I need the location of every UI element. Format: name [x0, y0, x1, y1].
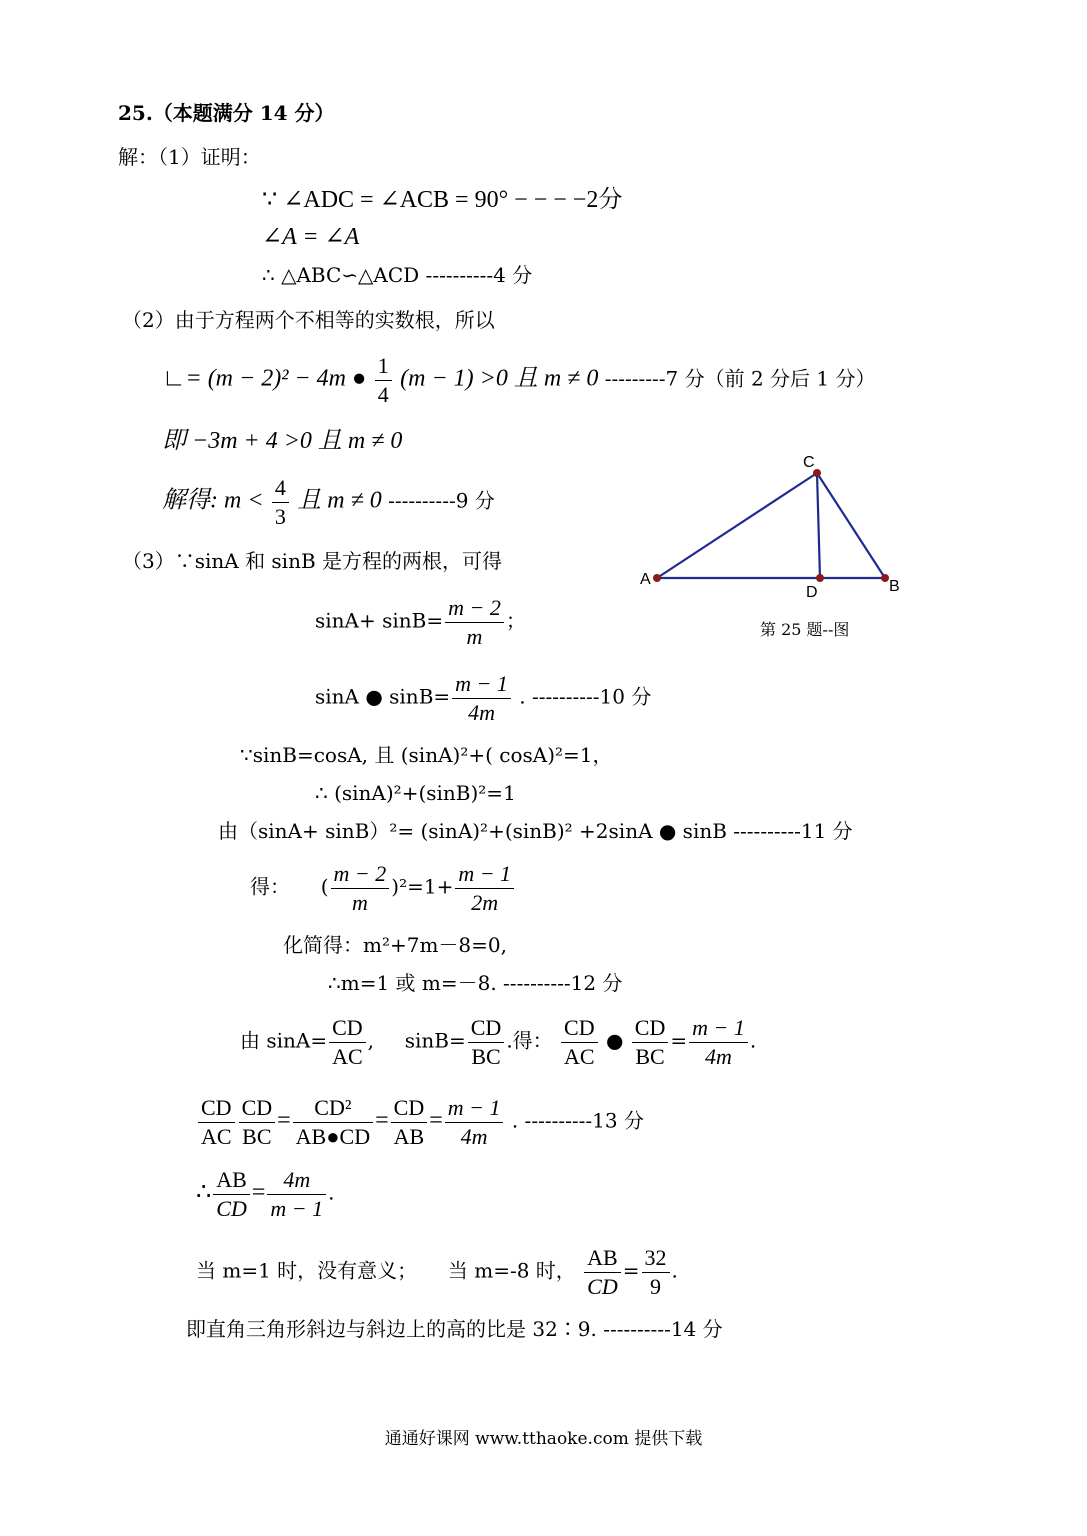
chain-frac-2: [239, 1094, 276, 1150]
label-a: A: [640, 571, 651, 588]
simp-line: 化简得：m²+7m－8=0,: [283, 933, 507, 957]
by-dot: ●: [605, 1028, 624, 1053]
chain-eq-3: =: [429, 1107, 443, 1134]
get-open: (: [320, 874, 329, 899]
prod-score: . ----------10 分: [519, 684, 652, 709]
part2-intro: （2）由于方程两个不相等的实数根，所以: [122, 308, 495, 332]
by-den: 4m: [705, 1043, 732, 1069]
cases-line: [196, 1244, 678, 1300]
ratio-den: m − 1: [270, 1195, 324, 1221]
label-d: D: [806, 584, 818, 601]
chain-frac-4: [391, 1094, 428, 1150]
part1-line3: ∴ △ABC∽△ACD ----------4 分: [262, 263, 533, 287]
solve-right: 且 m ≠ 0: [297, 487, 382, 514]
by-frac-5: [689, 1014, 748, 1070]
ratio-ab: AB: [213, 1166, 250, 1195]
by-sinb: sinB=: [404, 1028, 466, 1053]
sum-num: m − 2: [445, 594, 504, 623]
discriminant-line: [162, 352, 876, 408]
chain-den: 4m: [460, 1123, 488, 1149]
solve-frac-num: 4: [272, 474, 289, 503]
disc-frac: [375, 352, 392, 408]
label-b: B: [889, 578, 900, 595]
sum-end: ；: [505, 608, 526, 633]
chain-ac: AC: [201, 1123, 232, 1149]
by-end: .: [749, 1028, 757, 1053]
get-den1: m: [351, 889, 368, 915]
triangle-points: [653, 469, 889, 582]
chain-cd-3: CD: [391, 1094, 428, 1123]
by-line: [240, 1014, 756, 1070]
solve-frac-den: 3: [274, 503, 286, 529]
ratio-end: .: [328, 1180, 335, 1205]
side-cb: [817, 473, 885, 578]
prod-left: sinA ● sinB=: [315, 684, 451, 709]
by-frac-sinb: [468, 1014, 505, 1070]
sum-line: [315, 594, 526, 650]
disc-right: (m − 1) >0 且 m ≠ 0: [400, 365, 599, 392]
ratio-line: [196, 1166, 334, 1222]
case2-eq: =: [622, 1258, 640, 1283]
problem-title: 25.（本题满分 14 分）: [118, 101, 335, 125]
ratio-frac-1: [213, 1166, 250, 1222]
since-line: ∵sinB=cosA, 且 (sinA)²+( cosA)²=1，: [240, 743, 613, 767]
by-cd-1: CD: [329, 1014, 366, 1043]
solution-intro: 解：（1）证明：: [118, 145, 261, 169]
by-bc-1: BC: [471, 1043, 501, 1069]
ratio-frac-2: [267, 1166, 326, 1222]
solve-frac: [272, 474, 289, 530]
solve-score: ----------9 分: [388, 488, 495, 513]
case2-num: 32: [642, 1244, 670, 1273]
ratio-eq: =: [251, 1179, 266, 1206]
disc-frac-den: 4: [377, 381, 389, 407]
chain-bc: BC: [242, 1123, 272, 1149]
get-label: 得：: [250, 874, 290, 899]
by-eq: =: [670, 1028, 688, 1053]
by-cd-2: CD: [468, 1014, 505, 1043]
roots-line: ∴m=1 或 m=－8. ----------12 分: [328, 971, 623, 995]
chain-cd2: CD²: [293, 1094, 373, 1123]
chain-frac-5: [445, 1094, 504, 1150]
altitude-cd: [817, 473, 820, 578]
chain-num: m − 1: [445, 1094, 504, 1123]
case2-end: .: [671, 1258, 678, 1283]
by-frac-sina: [329, 1014, 366, 1070]
point-b: [881, 574, 889, 582]
by-label: 由 sinA=: [240, 1028, 328, 1053]
prod-den: 4m: [468, 699, 495, 725]
by-get: .得：: [506, 1028, 553, 1053]
case2-frac-1: [584, 1244, 621, 1300]
part1-line1: ∵ ∠ADC = ∠ACB = 90° − − − −2分: [262, 187, 623, 213]
sum-den: m: [466, 623, 483, 649]
get-frac1: [331, 860, 390, 916]
ratio-cd: CD: [216, 1195, 247, 1221]
product-line: [315, 670, 651, 726]
case2-ab: AB: [584, 1244, 621, 1273]
by-frac-3: [561, 1014, 598, 1070]
sum-left: sinA+ sinB=: [315, 608, 444, 633]
by-cd-3: CD: [561, 1014, 598, 1043]
by-frac-4: [632, 1014, 669, 1070]
case2: 当 m=-8 时，: [447, 1258, 576, 1283]
part3-intro: （3）∵sinA 和 sinB 是方程的两根，可得: [122, 549, 503, 573]
by-comma: ,: [367, 1028, 375, 1053]
simplify-line: 即 −3m + 4 >0 且 m ≠ 0: [162, 428, 403, 454]
get-mid: )²=1+: [391, 874, 454, 899]
chain-abcd: AB●CD: [295, 1123, 371, 1149]
ratio-num: 4m: [267, 1166, 326, 1195]
part1-line2: ∠A = ∠A: [262, 224, 360, 250]
conclusion-line: 即直角三角形斜边与斜边上的高的比是 32∶9. ----------14 分: [186, 1317, 723, 1341]
get-num2: m − 1: [455, 860, 514, 889]
by-num: m − 1: [689, 1014, 748, 1043]
triangle-lines: [657, 473, 885, 578]
by-bc-2: BC: [635, 1043, 665, 1069]
disc-score: ---------7 分（前 2 分后 1 分）: [604, 366, 876, 391]
chain-eq-1: =: [277, 1107, 291, 1134]
figure-caption: 第 25 题--图: [760, 620, 850, 639]
chain-ab: AB: [393, 1123, 425, 1149]
chain-line: [196, 1094, 644, 1150]
chain-frac-3: [293, 1094, 373, 1150]
point-a: [653, 574, 661, 582]
therefore-line: ∴ (sinA)²+(sinB)²=1: [315, 781, 516, 805]
get-frac2: [455, 860, 514, 916]
side-ac: [657, 473, 817, 578]
get-num1: m − 2: [331, 860, 390, 889]
chain-cd-1: CD: [198, 1094, 235, 1123]
sum-frac: [445, 594, 504, 650]
by-ac-1: AC: [332, 1043, 363, 1069]
label-c: C: [803, 454, 815, 471]
case2-frac-2: [642, 1244, 670, 1300]
case2-cd: CD: [587, 1273, 618, 1299]
solve-line: [162, 474, 495, 530]
chain-frac-1: [198, 1094, 235, 1150]
by-ac-2: AC: [564, 1043, 595, 1069]
by-cd-4: CD: [632, 1014, 669, 1043]
triangle-figure: [630, 445, 920, 645]
ratio-pre: ∴: [196, 1177, 212, 1206]
disc-frac-num: 1: [375, 352, 392, 381]
page-footer: 通通好课网 www.tthaoke.com 提供下载: [384, 1429, 703, 1449]
get-den2: 2m: [471, 889, 499, 915]
point-d: [816, 574, 824, 582]
case1: 当 m=1 时，没有意义；: [196, 1258, 418, 1283]
prod-frac: [452, 670, 511, 726]
chain-cd-2: CD: [239, 1094, 276, 1123]
chain-score: . ----------13 分: [511, 1108, 644, 1133]
case2-den: 9: [650, 1273, 661, 1299]
disc-left: ∟= (m − 2)² − 4m ●: [162, 365, 367, 392]
chain-eq-2: =: [375, 1107, 389, 1134]
get-line: [250, 860, 516, 916]
solve-left: 解得: m <: [162, 487, 264, 514]
expand-line: 由（sinA+ sinB）²= (sinA)²+(sinB)² +2sinA ● sinB ----------11 分: [218, 819, 853, 843]
prod-num: m − 1: [452, 670, 511, 699]
